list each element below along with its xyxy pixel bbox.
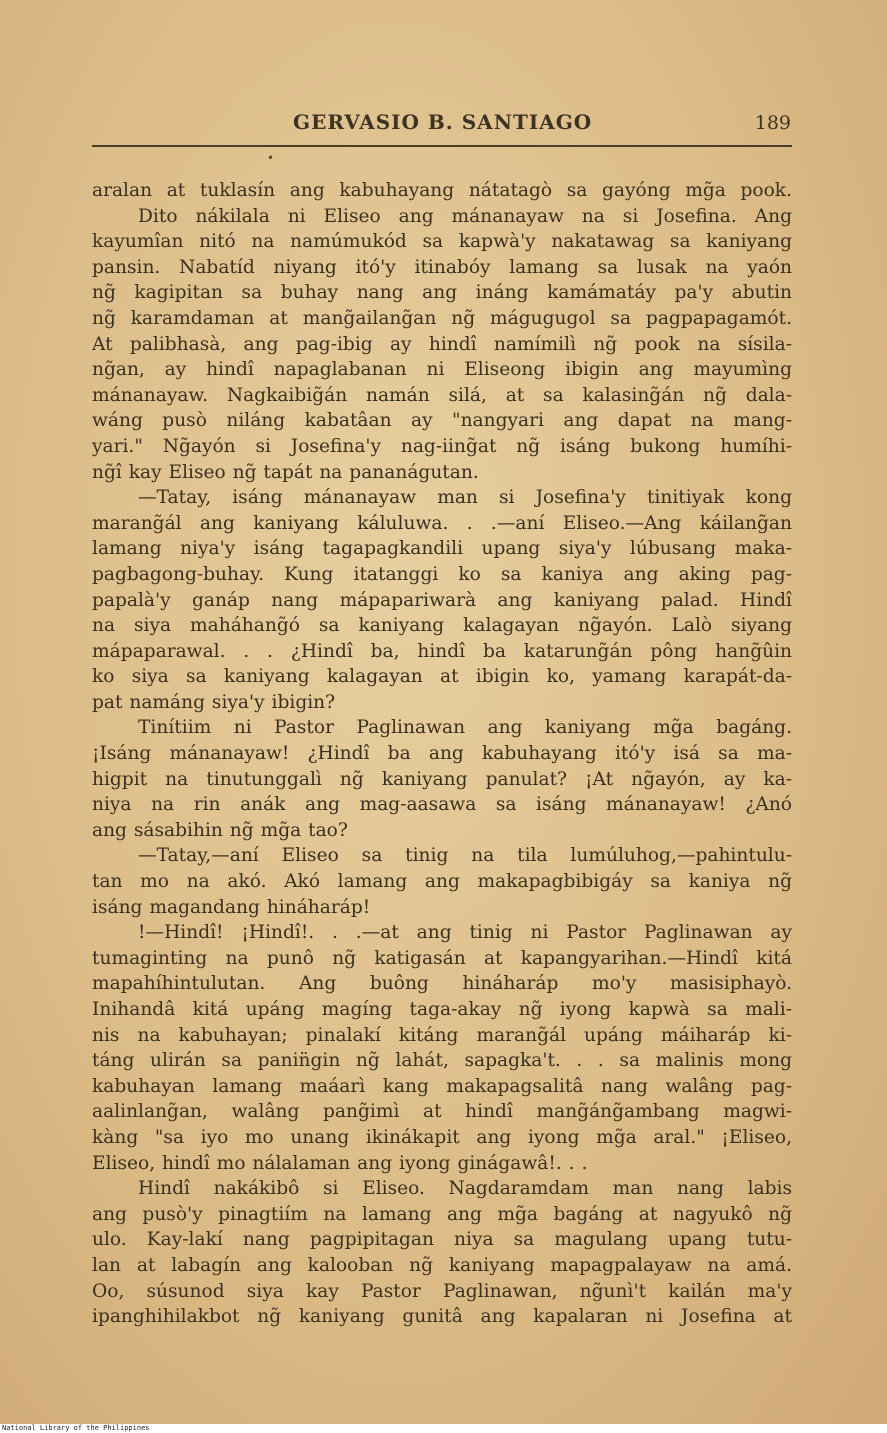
text-line: pagbagong-buhay. Kung itatanggi ko sa kaniya ang aking pag- xyxy=(92,563,792,585)
running-head: GERVASIO B. SANTIAGO xyxy=(293,110,593,134)
text-line: nis na kabuhayan; pinalakí kitáng marang̃ál upáng máiharáp ki- xyxy=(92,1024,792,1046)
text-line: na siya maháhang̃ó sa kaniyang kalagayan ng̃ayón. Lalò siyang xyxy=(92,615,792,637)
text-line: Tinítiim ni Pastor Paglinawan ang kaniyang mg̃a bagáng. xyxy=(138,717,792,739)
text-line: ulo. Kay-lakí nang pagpipitagan niya sa magulang upang tutu- xyxy=(92,1229,792,1251)
text-line: wáng pusò niláng kabatâan ay "nangyari ang dapat na mang- xyxy=(92,410,792,432)
text-line: kàng "sa iyo mo unang ikinákapit ang iyong mg̃a aral." ¡Eliseo, xyxy=(92,1126,792,1148)
page-number: 189 xyxy=(754,112,791,134)
text-line: ang sásabihin ng̃ mg̃a tao? xyxy=(92,819,348,841)
text-line: tumaginting na punô ng̃ katigasán at kapangyarihan.—Hindî kitá xyxy=(92,947,792,969)
text-line: kabuhayan lamang maáarì kang makapagsalitâ nang walâng pag- xyxy=(92,1075,792,1097)
text-line: táng ulirán sa panin̈gin ng̃ lahát, sapagka't. . . sa malinis mong xyxy=(92,1050,792,1072)
text-line: Eliseo, hindî mo nálalaman ang iyong ginágawâ!. . . xyxy=(92,1152,588,1174)
text-line: At palibhasà, ang pag-ibig ay hindî namímilì ng̃ pook na sísila- xyxy=(92,333,792,355)
text-line: ko siya sa kaniyang kalagayan at ibigin ko, yamang karapát-da- xyxy=(92,666,792,688)
text-line: aalinlang̃an, walâng pang̃imì at hindî mang̃áng̃ambang magwi- xyxy=(92,1101,792,1123)
text-line: —Tatay, isáng mánanayaw man si Josefina'y tinitiyak kong xyxy=(138,487,792,509)
text-line: marang̃ál ang kaniyang káluluwa. . .—aní Eliseo.—Ang káilang̃an xyxy=(92,512,792,534)
text-line: aralan at tuklasín ang kabuhayang nátatagò sa gayóng mg̃a pook. xyxy=(92,180,792,201)
text-line: Oo, súsunod siya kay Pastor Paglinawan, ng̃unì't kailán ma'y xyxy=(92,1280,792,1302)
text-line: —Tatay,—aní Eliseo sa tinig na tila lumúluhog,—pahintulu- xyxy=(138,845,792,867)
page-header xyxy=(0,110,887,140)
text-line: mapahíhintulutan. Ang buông hináharáp mo'y masisiphayò. xyxy=(92,973,792,995)
library-watermark: National Library of the Philippines xyxy=(2,1424,150,1432)
text-line: ng̃î kay Eliseo ng̃ tapát na pananágutan. xyxy=(92,461,479,483)
text-line: ipanghihilakbot ng̃ kaniyang gunitâ ang kapalaran ni Josefina at xyxy=(92,1306,792,1328)
text-line: lamang niya'y isáng tagapagkandili upang siya'y lúbusang maka- xyxy=(92,538,792,560)
text-line: niya na rin anák ang mag-aasawa sa isáng mánanayaw! ¿Anó xyxy=(92,794,792,816)
text-line: mápaparawal. . . ¿Hindî ba, hindî ba katarung̃án pông hang̃ûin xyxy=(92,640,792,662)
text-line: tan mo na akó. Akó lamang ang makapagbibigáy sa kaniya ng̃ xyxy=(92,871,792,893)
text-line: Inihandâ kitá upáng magíng taga-akay ng̃ iyong kapwà sa mali- xyxy=(92,999,792,1020)
body-text xyxy=(92,178,792,1330)
text-line: ng̃ kagipitan sa buhay nang ang ináng kamámatáy pa'y abutin xyxy=(92,282,792,304)
text-line: papalà'y ganáp nang mápapariwarà ang kaniyang palad. Hindî xyxy=(92,589,792,611)
text-line: ang pusò'y pinagtiím na lamang ang mg̃a bagáng at nagyukô ng̃ xyxy=(92,1203,792,1225)
text-line: ng̃ karamdaman at mang̃ailang̃an ng̃ mágugugol sa pagpapagamót. xyxy=(92,307,792,329)
text-line: lan at labagín ang kalooban ng̃ kaniyang mapagpalayaw na amá. xyxy=(92,1254,792,1276)
text-line: higpit na tinutunggalì ng̃ kaniyang panulat? ¡At ng̃ayón, ay ka- xyxy=(92,768,792,790)
text-line: Dito nákilala ni Eliseo ang mánanayaw na si Josefina. Ang xyxy=(138,205,792,227)
header-rule xyxy=(92,145,792,147)
text-line: yari." Ng̃ayón si Josefina'y nag-iing̃at ng̃ isáng bukong humíhi- xyxy=(92,435,792,457)
text-line: isáng magandang hináharáp! xyxy=(92,896,371,918)
text-line: pat namáng siya'y ibigin? xyxy=(92,691,336,713)
text-line: mánanayaw. Nagkaibig̃án namán silá, at sa kalasing̃án ng̃ dala- xyxy=(92,384,792,406)
text-line: ng̃an, ay hindî napaglabanan ni Eliseong ibigin ang mayumìng xyxy=(92,359,792,381)
text-line: kayumîan nitó na namúmukód sa kapwà'y nakatawag sa kaniyang xyxy=(92,231,792,253)
text-line: ¡Isáng mánanayaw! ¿Hindî ba ang kabuhayang itó'y isá sa ma- xyxy=(92,743,792,765)
text-line: Hindî nakákibô si Eliseo. Nagdaramdam man nang labis xyxy=(138,1178,792,1200)
ornament-dot: • xyxy=(267,151,275,165)
text-line: pansin. Nabatíd niyang itó'y itinabóy lamang sa lusak na yaón xyxy=(92,256,792,278)
text-line: !—Hindî! ¡Hindî!. . .—at ang tinig ni Pastor Paglinawan ay xyxy=(138,922,792,944)
